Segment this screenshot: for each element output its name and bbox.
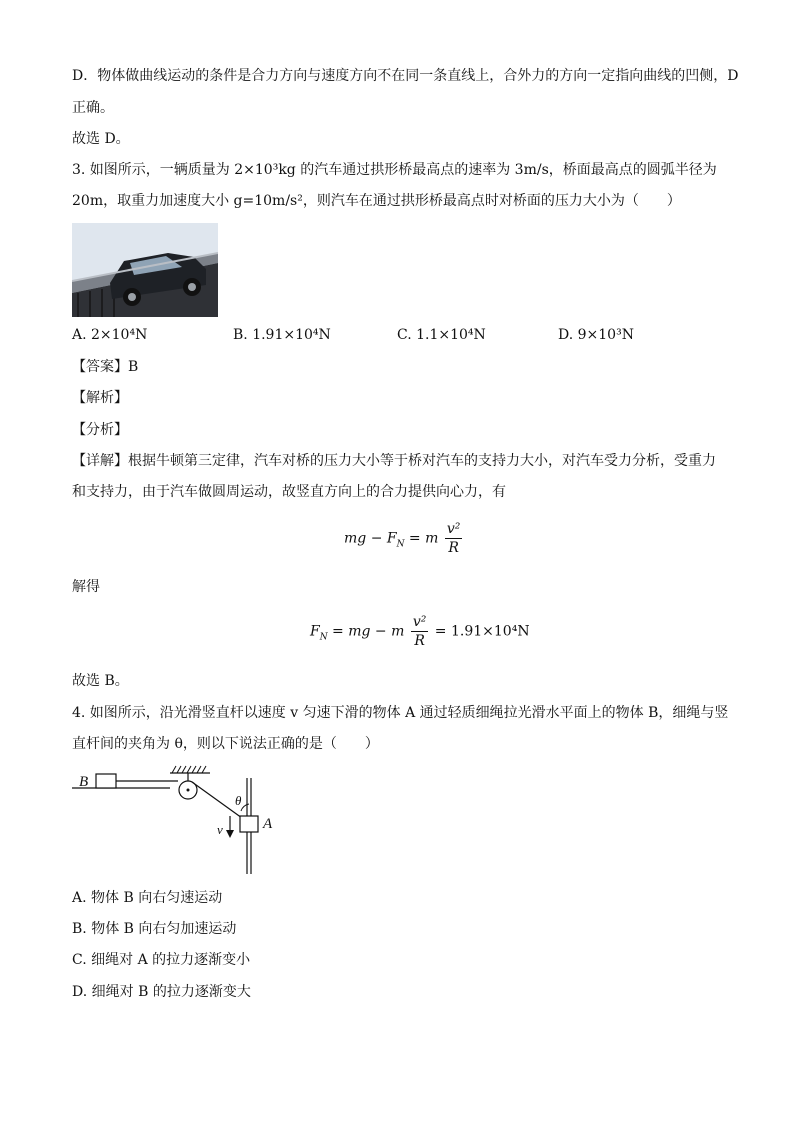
q4-choice-a: A. 物体 B 向右匀速运动	[72, 890, 223, 906]
detail-line-2: 和支持力，由于汽车做圆周运动，故竖直方向上的合力提供向心力，有	[72, 484, 506, 500]
label-theta: θ	[235, 793, 242, 808]
angle-arc	[241, 804, 249, 811]
q3-choice-c: C. 1.1×10⁴N	[397, 327, 486, 343]
eq2-fraction	[411, 613, 429, 650]
equation-newton-second-law	[344, 520, 464, 557]
eq2-left: F	[310, 623, 320, 640]
eq1-fraction	[445, 520, 463, 557]
pulley-rope-diagram	[70, 764, 280, 876]
eq2-numerator: v²	[412, 614, 427, 630]
conclusion-b: 故选 B。	[72, 673, 129, 689]
eq2-result: = 1.91×10⁴N	[430, 623, 530, 640]
equation-normal-force-result	[310, 613, 530, 650]
eq1-sub: N	[396, 539, 405, 550]
detail-line-1: 【详解】根据牛顿第三定律，汽车对桥的压力大小等于桥对汽车的支持力大小，对汽车受力分析，受重力	[72, 453, 716, 469]
option-d-correct: 正确。	[72, 100, 114, 116]
option-d-analysis: D．物体做曲线运动的条件是合力方向与速度方向不在同一条直线上，合外力的方向一定指向曲线的凹侧，D	[72, 68, 739, 84]
question-3-line-1: 3. 如图所示，一辆质量为 2×10³kg 的汽车通过拱形桥最高点的速率为 3m/s，桥面最高点的圆弧半径为	[72, 162, 717, 178]
q4-choice-d: D. 细绳对 B 的拉力逐渐变大	[72, 984, 251, 1000]
eq1-numerator: v²	[446, 521, 461, 537]
q3-choice-d: D. 9×10³N	[558, 327, 634, 343]
eq2-mid: = mg − m	[327, 623, 405, 640]
car-on-bridge-photo	[72, 223, 218, 317]
solve-label: 解得	[72, 579, 100, 595]
eq1-denominator: R	[448, 540, 459, 556]
q3-choice-b: B. 1.91×10⁴N	[233, 327, 331, 343]
block-b	[96, 774, 116, 788]
q4-choice-b: B. 物体 B 向右匀加速运动	[72, 921, 237, 937]
eq2-denominator: R	[414, 633, 425, 649]
conclusion-d: 故选 D。	[72, 131, 130, 147]
question-4-line-2: 直杆间的夹角为 θ，则以下说法正确的是（ ）	[72, 736, 379, 752]
analysis-heading: 【解析】	[72, 390, 128, 406]
label-v: v	[217, 822, 223, 837]
block-a	[240, 816, 258, 832]
q3-choice-a: A. 2×10⁴N	[72, 327, 148, 343]
label-a: A	[263, 816, 273, 832]
question-4-line-1: 4. 如图所示，沿光滑竖直杆以速度 v 匀速下滑的物体 A 通过轻质细绳拉光滑水平面上的物体 B，细绳与竖	[72, 705, 729, 721]
eq1-left: mg − F	[344, 530, 397, 547]
q4-choice-c: C. 细绳对 A 的拉力逐渐变小	[72, 952, 251, 968]
answer-label: 【答案】B	[72, 359, 139, 375]
analysis-subheading: 【分析】	[72, 422, 128, 438]
question-3-line-2: 20m，取重力加速度大小 g=10m/s²，则汽车在通过拱形桥最高点时对桥面的压力大小为（ ）	[72, 193, 681, 209]
eq1-mid: = m	[404, 530, 439, 547]
eq2-sub: N	[319, 632, 328, 643]
label-b: B	[79, 774, 89, 790]
